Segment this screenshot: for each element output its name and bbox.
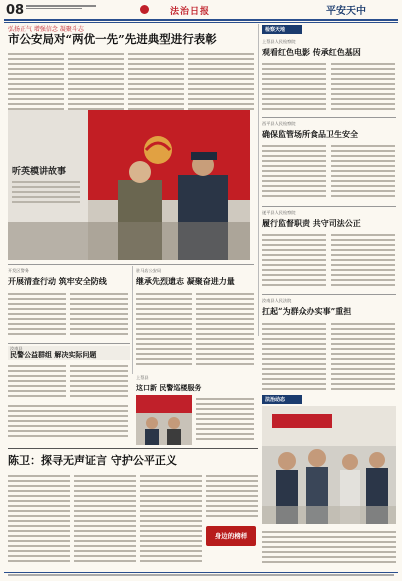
footer-text: [8, 574, 394, 576]
story-d-kicker: 上蔡县: [136, 375, 149, 380]
masthead: 法治日报: [169, 7, 210, 17]
side-story3-headline: 履行监督职责 共守司法公正: [262, 218, 361, 228]
side-story1-col-1: [262, 60, 326, 112]
bottom-banner: [206, 526, 256, 546]
lead-body-col-3: [128, 50, 184, 108]
side-story2-kicker: 西平县人民检察院: [262, 121, 296, 126]
side-story2-headline: 确保监管场所食品卫生安全: [262, 129, 358, 139]
bottom-banner-label: 身边的榜样: [214, 532, 248, 540]
side-photo-tag: [262, 395, 302, 404]
side-photo-image: [262, 406, 396, 524]
side-story4-headline: 扛起“为群众办实事”重担: [262, 306, 352, 316]
bottom-col-2: [74, 472, 136, 570]
bottom-col-3: [140, 472, 202, 570]
story-a-kicker: 开发区警务: [8, 268, 29, 273]
side-story2-col-1: [262, 142, 326, 200]
lead-headline: 市公安局对“两优一先”先进典型进行表彰: [8, 32, 217, 46]
side-story4-col-1: [262, 320, 326, 392]
header-rule: [4, 19, 398, 21]
photo-caption: [12, 178, 80, 204]
header-rule-thin: [4, 22, 398, 23]
middle-column-rule: [132, 266, 133, 374]
side-tag-label: 检察天地: [265, 27, 286, 33]
story-c-head-box: [8, 346, 130, 360]
story-c-continued: [8, 402, 128, 442]
story-b-col-1: [136, 290, 192, 370]
story-d-headline: 这口新 民警巡楼服务: [136, 383, 202, 392]
story-d-col-1: [196, 395, 254, 445]
side-story3-kicker: 遂平县人民检察院: [262, 210, 296, 215]
story-c-kicker: 汝南县: [10, 346, 23, 351]
story-c-col-2: [70, 362, 128, 400]
side-divider-1: [262, 117, 396, 118]
side-story3-col-1: [262, 231, 326, 289]
bottom-headline: 陈卫：探寻无声证言 守护公平正义: [8, 454, 177, 467]
bottom-col-4: [206, 472, 258, 522]
side-story4-kicker: 汝南县人民法院: [262, 298, 292, 303]
lead-body-col-2: [68, 50, 124, 108]
side-divider-3: [262, 294, 396, 295]
story-a-col-2: [70, 290, 128, 340]
side-story1-headline: 观看红色电影 传承红色基因: [262, 47, 361, 57]
page-number: 08: [6, 3, 25, 18]
side-story4-col-2: [331, 320, 395, 392]
side-bottom-text: [262, 528, 396, 568]
side-story2-col-2: [331, 142, 395, 200]
story-a-headline: 开展清查行动 筑牢安全防线: [8, 276, 107, 286]
side-story3-col-2: [331, 231, 395, 289]
side-tag: [262, 25, 302, 34]
footer-rule: [4, 572, 398, 573]
story-b-headline: 继承先烈遗志 凝聚奋进力量: [136, 276, 235, 286]
story-a-col-1: [8, 290, 66, 340]
middle-rule-top: [8, 264, 254, 265]
story-c-headline: 民警公益群组 解决实际问题: [10, 350, 97, 359]
story-b-col-2: [196, 290, 254, 370]
side-divider-2: [262, 206, 396, 207]
side-story1-col-2: [331, 60, 395, 112]
side-photo: [262, 406, 396, 524]
side-story1-kicker: 上蔡县人民检察院: [262, 39, 296, 44]
lead-body-col-4: [188, 50, 254, 108]
middle-photo-image: [136, 395, 192, 445]
section-title: 平安天中: [326, 6, 366, 17]
story-b-kicker: 驻马店公安局: [136, 268, 162, 273]
story-a-divider: [8, 343, 130, 344]
column-rule: [258, 24, 259, 336]
bottom-rule: [8, 448, 258, 449]
middle-photo: [136, 395, 192, 445]
emblem-icon: [140, 5, 149, 14]
story-c-col-1: [8, 362, 66, 400]
photo-caption-title: 听英模讲故事: [12, 167, 67, 177]
side-photo-tag-label: 法治动态: [265, 397, 286, 403]
lead-kicker: 弘扬正气 增强信念 凝聚斗志: [8, 26, 84, 33]
lead-body-col-1: [8, 50, 64, 108]
issue-info: [26, 4, 96, 10]
bottom-col-1: [8, 472, 70, 570]
